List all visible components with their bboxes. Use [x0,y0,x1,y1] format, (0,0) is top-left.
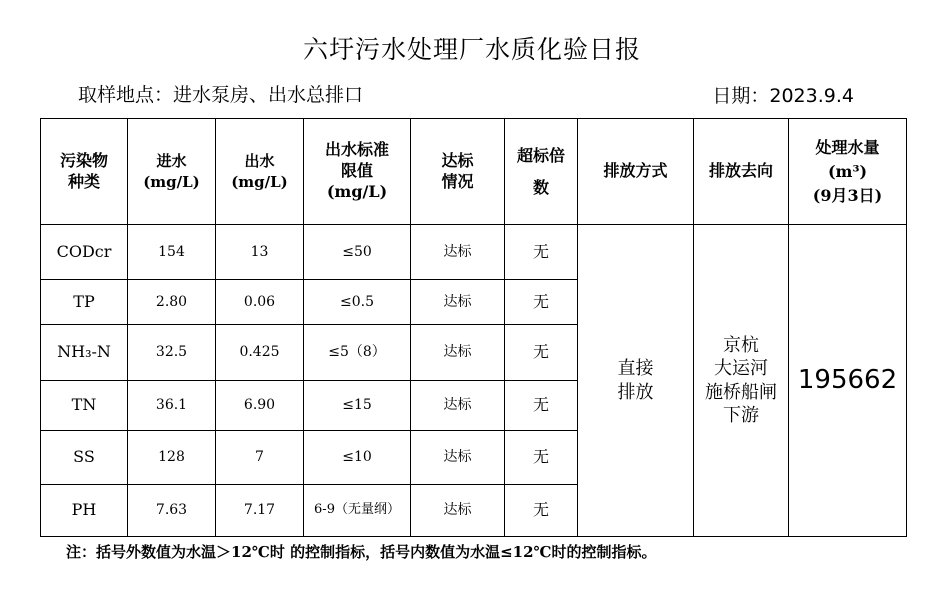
status-cell: 达标 [411,431,505,485]
limit-cell: ≤15 [304,381,411,431]
table-row [41,225,907,280]
footnote: 注：括号外数值为水温＞12℃时 的控制指标，括号内数值为水温≤12℃时的控制指标。 [66,543,657,561]
inflow-cell: 32.5 [128,325,216,381]
report-title: 六圩污水处理厂水质化验日报 [302,35,641,64]
exceed-cell: 无 [505,325,578,381]
pollutant-cell: TN [41,381,128,431]
pollutant-cell: PH [41,485,128,537]
outflow-cell: 6.90 [216,381,304,431]
pollutant-cell: TP [41,280,128,325]
limit-cell: 6-9（无量纲） [304,485,411,537]
header-inflow: 进水 (mg/L) [128,119,216,225]
pollutant-cell: SS [41,431,128,485]
status-cell: 达标 [411,381,505,431]
report-date: 日期：2023.9.4 [712,85,854,107]
limit-cell: ≤0.5 [304,280,411,325]
inflow-cell: 154 [128,225,216,280]
discharge-method-cell: 直接 排放 [578,225,694,537]
inflow-cell: 36.1 [128,381,216,431]
exceed-cell: 无 [505,485,578,537]
discharge-destination-cell: 京杭 大运河 施桥船闸 下游 [694,225,789,537]
sampling-location: 取样地点：进水泵房、出水总排口 [78,84,364,106]
outflow-cell: 13 [216,225,304,280]
outflow-cell: 7 [216,431,304,485]
exceed-cell: 无 [505,225,578,280]
header-pollutant: 污染物 种类 [41,119,128,225]
header-exceed: 超标倍 数 [505,119,578,225]
header-limit: 出水标准 限值 (mg/L) [304,119,411,225]
exceed-cell: 无 [505,280,578,325]
limit-cell: ≤5（8） [304,325,411,381]
water-quality-table [40,118,907,537]
outflow-cell: 0.06 [216,280,304,325]
inflow-cell: 128 [128,431,216,485]
header-row [41,119,907,225]
header-method: 排放方式 [578,119,694,225]
header-status: 达标 情况 [411,119,505,225]
outflow-cell: 0.425 [216,325,304,381]
status-cell: 达标 [411,280,505,325]
pollutant-cell: CODcr [41,225,128,280]
exceed-cell: 无 [505,381,578,431]
status-cell: 达标 [411,485,505,537]
treatment-volume-cell: 195662 [789,225,907,537]
header-destination: 排放去向 [694,119,789,225]
limit-cell: ≤50 [304,225,411,280]
header-outflow: 出水 (mg/L) [216,119,304,225]
status-cell: 达标 [411,225,505,280]
outflow-cell: 7.17 [216,485,304,537]
inflow-cell: 2.80 [128,280,216,325]
exceed-cell: 无 [505,431,578,485]
inflow-cell: 7.63 [128,485,216,537]
status-cell: 达标 [411,325,505,381]
pollutant-cell: NH₃-N [41,325,128,381]
limit-cell: ≤10 [304,431,411,485]
header-volume: 处理水量 (m³) (9月3日) [789,119,907,225]
